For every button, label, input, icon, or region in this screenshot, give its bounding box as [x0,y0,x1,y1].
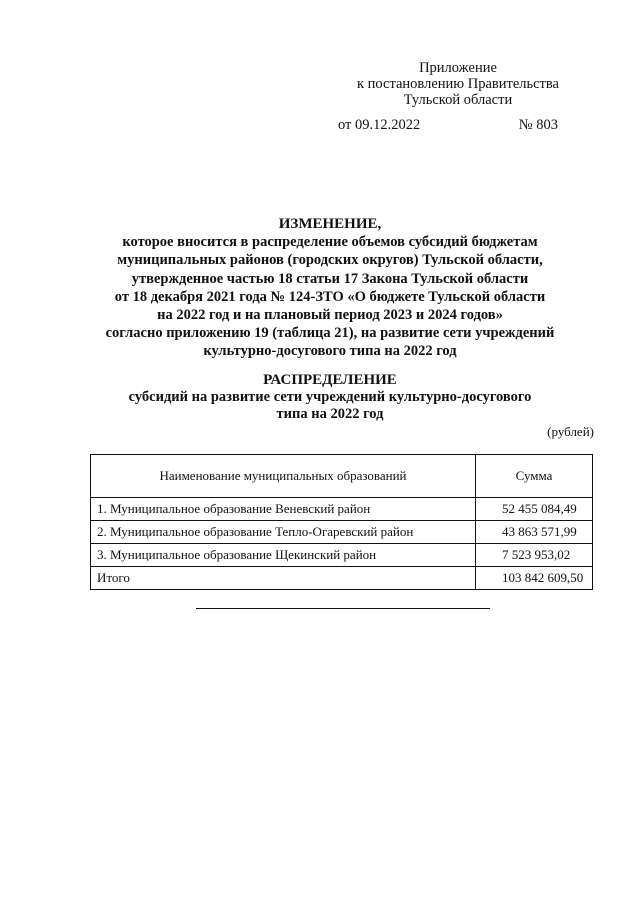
subsidy-amount: 7 523 953,02 [476,544,593,567]
distribution-title [80,372,580,423]
distribution-subtitle-line-2: типа на 2022 год [276,406,384,422]
amendment-title-line: от 18 декабря 2021 года № 124-ЗТО «О бюджете Тульской области [114,288,546,305]
subsidy-amount: 52 455 084,49 [476,498,593,521]
total-label: Итого [91,567,476,590]
table-row [91,498,593,521]
amendment-title-line: согласно приложению 19 (таблица 21), на развитие сети учреждений [105,325,555,342]
appendix-line-3: Тульской области [403,92,513,108]
table-header-row [91,455,593,498]
appendix-line-2: к постановлению Правительства [357,76,559,92]
subsidy-amount: 43 863 571,99 [476,521,593,544]
amendment-heading: ИЗМЕНЕНИЕ, [278,216,382,232]
amendment-title-line: которое вносится в распределение объемов субсидий бюджетам [122,234,538,251]
total-amount: 103 842 609,50 [476,567,593,590]
amendment-title-line: муниципальных районов (городских округов) Тульской области, [117,252,543,269]
distribution-heading: РАСПРЕДЕЛЕНИЕ [263,372,397,388]
amendment-title [80,215,580,361]
municipality-name: 1. Муниципальное образование Веневский район [91,498,476,521]
decree-number: № 803 [518,117,558,133]
municipality-name: 3. Муниципальное образование Щекинский район [91,544,476,567]
amendment-title-line: утвержденное частью 18 статьи 17 Закона Тульской области [131,270,529,287]
allocation-table [90,454,593,590]
table-total-row [91,567,593,590]
appendix-header [340,60,576,108]
distribution-subtitle-line-1: субсидий на развитие сети учреждений культурно-досугового [128,389,532,405]
table-row [91,521,593,544]
header-amount: Сумма [476,455,593,498]
currency-unit: (рублей) [547,424,594,439]
table-row [91,544,593,567]
header-municipality: Наименование муниципальных образований [91,455,476,498]
amendment-title-line: культурно-досугового типа на 2022 год [203,343,457,360]
appendix-line-1: Приложение [419,60,497,76]
amendment-title-line: на 2022 год и на плановый период 2023 и 2024 годов» [157,307,503,324]
municipality-name: 2. Муниципальное образование Тепло-Огаревский район [91,521,476,544]
end-divider [196,608,490,609]
decree-date: от 09.12.2022 [338,117,421,133]
